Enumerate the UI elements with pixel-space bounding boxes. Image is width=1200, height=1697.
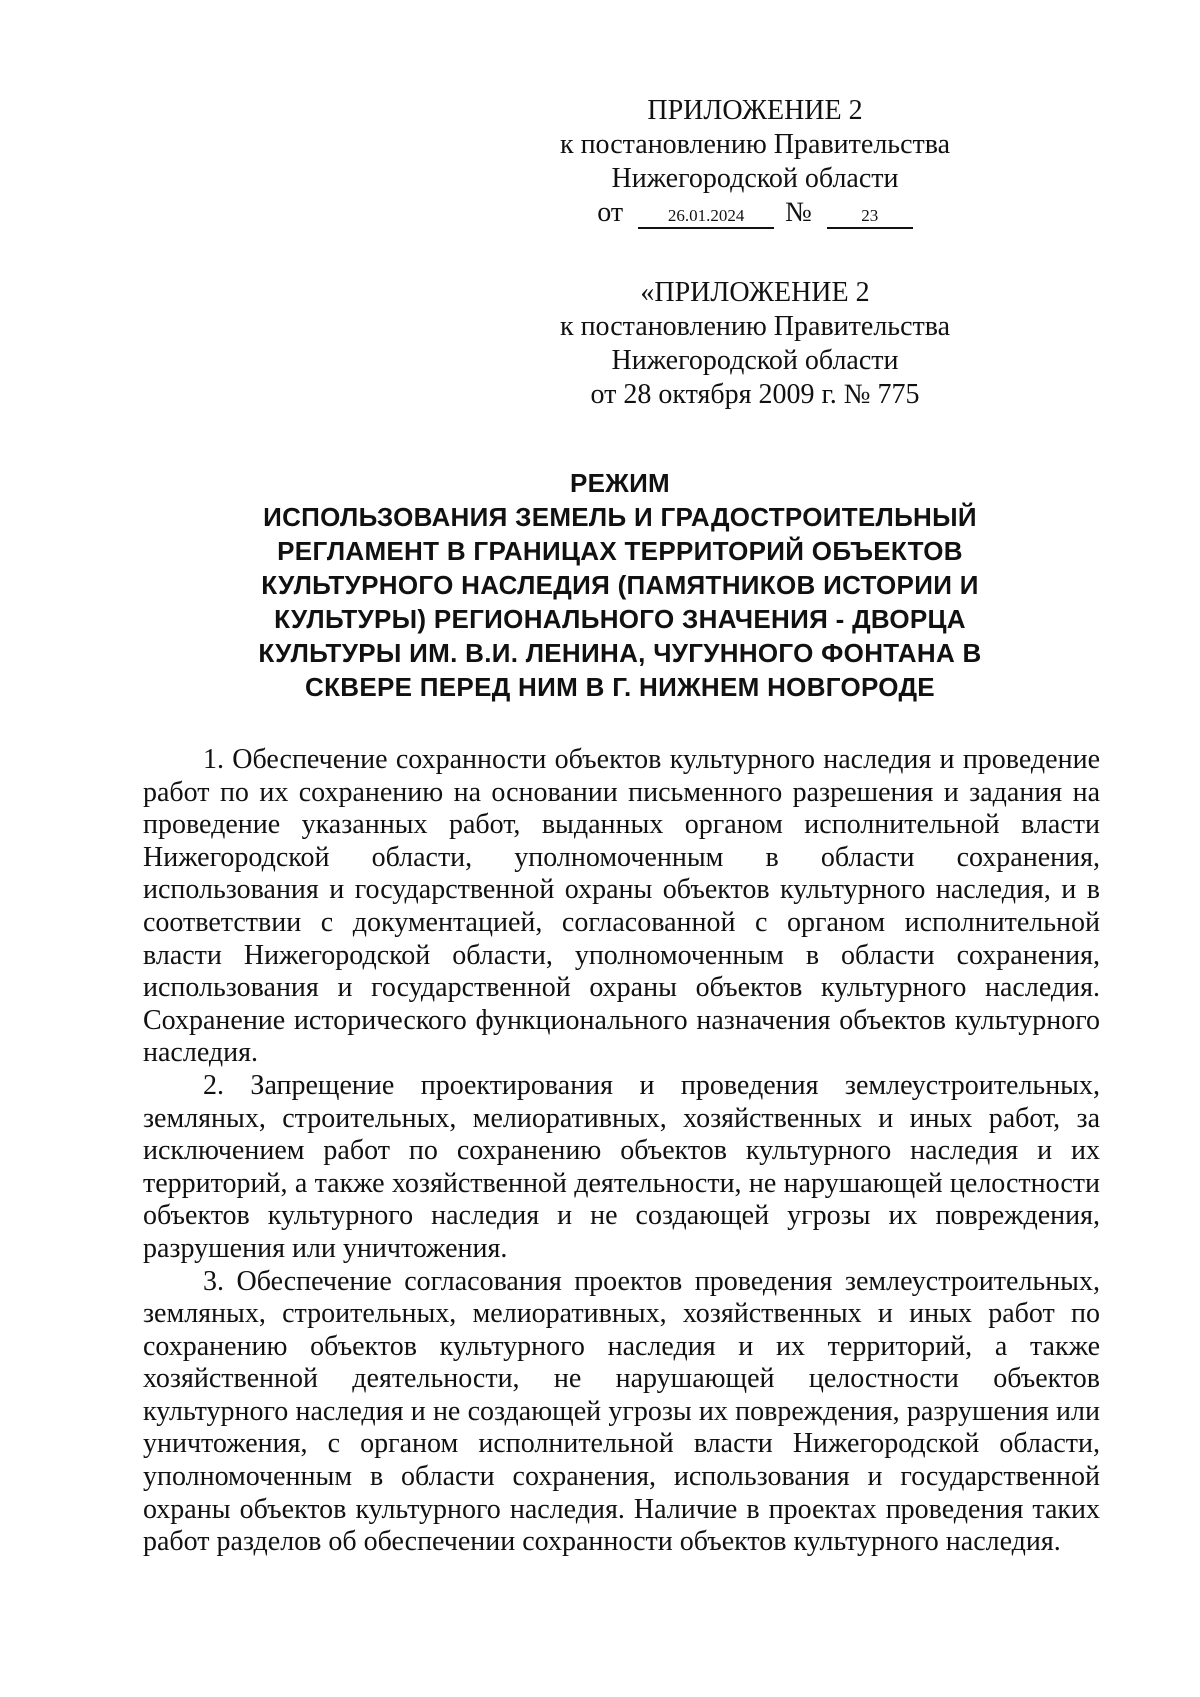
document-title — [145, 466, 1095, 704]
paragraph-2: 2. Запрещение проектирования и проведения землеустроительных, земляных, строительных, мелиоративных, хозяйственных и иных работ, за исключением работ по сохранению объектов культурного наследия и их территорий, а также хозяйственной деятельности, не нарушающей целостности объектов культурного наследия и не создающей угрозы их повреждения, разрушения или уничтожения. — [143, 1069, 1100, 1264]
date-field: 26.01.2024 — [638, 205, 774, 229]
number-sign: № — [785, 197, 812, 228]
number-field: 23 — [827, 205, 913, 229]
title-line: ИСПОЛЬЗОВАНИЯ ЗЕМЕЛЬ И ГРАДОСТРОИТЕЛЬНЫЙ — [263, 502, 977, 532]
appendix-header-original — [540, 276, 970, 412]
title-line: СКВЕРЕ ПЕРЕД НИМ В Г. НИЖНЕМ НОВГОРОДЕ — [305, 672, 935, 702]
paragraph-1: 1. Обеспечение сохранности объектов культурного наследия и проведение работ по их сохранению на основании письменного разрешения и задания на проведение указанных работ, выданных органом исполнительной власти Нижегородской области, уполномоченным в области сохранения, использования и государственной охраны объектов культурного наследия, и в соответствии с документацией, согласованной с органом исполнительной власти Нижегородской области, уполномоченным в области сохранения, использования и государственной охраны объектов культурного наследия. Сохранение исторического функционального назначения объектов культурного наследия. — [143, 744, 1100, 1069]
title-line: РЕЖИМ — [569, 468, 671, 498]
appendix-region-line: Нижегородской области — [611, 345, 899, 376]
document-body — [143, 744, 1100, 1559]
title-line: КУЛЬТУРЫ) РЕГИОНАЛЬНОГО ЗНАЧЕНИЯ - ДВОРЦА — [274, 604, 966, 634]
appendix-resolution-line: к постановлению Правительства — [559, 129, 951, 160]
appendix-header-current — [540, 94, 970, 230]
paragraph-3: 3. Обеспечение согласования проектов проведения землеустроительных, земляных, строительных, мелиоративных, хозяйственных и иных работ по сохранению объектов культурного наследия и их территорий, а также хозяйственной деятельности, не нарушающей целостности объектов культурного наследия и не создающей угрозы их повреждения, разрушения или уничтожения, с органом исполнительной власти Нижегородской области, уполномоченным в области сохранения, использования и государственной охраны объектов культурного наследия. Наличие в проектах проведения таких работ разделов об обеспечении сохранности объектов культурного наследия. — [143, 1265, 1100, 1558]
title-line: КУЛЬТУРНОГО НАСЛЕДИЯ (ПАМЯТНИКОВ ИСТОРИИ И — [261, 570, 979, 600]
appendix-date-line: от 28 октября 2009 г. № 775 — [590, 379, 920, 410]
appendix-heading: «ПРИЛОЖЕНИЕ 2 — [640, 277, 870, 308]
appendix-resolution-line: к постановлению Правительства — [559, 311, 951, 342]
date-prefix: от — [597, 197, 624, 228]
appendix-date-line — [540, 196, 970, 230]
title-line: КУЛЬТУРЫ ИМ. В.И. ЛЕНИНА, ЧУГУННОГО ФОНТАНА В — [258, 638, 982, 668]
appendix-region-line: Нижегородской области — [611, 163, 899, 194]
title-line: РЕГЛАМЕНТ В ГРАНИЦАХ ТЕРРИТОРИЙ ОБЪЕКТОВ — [277, 536, 963, 566]
appendix-heading: ПРИЛОЖЕНИЕ 2 — [647, 95, 863, 126]
